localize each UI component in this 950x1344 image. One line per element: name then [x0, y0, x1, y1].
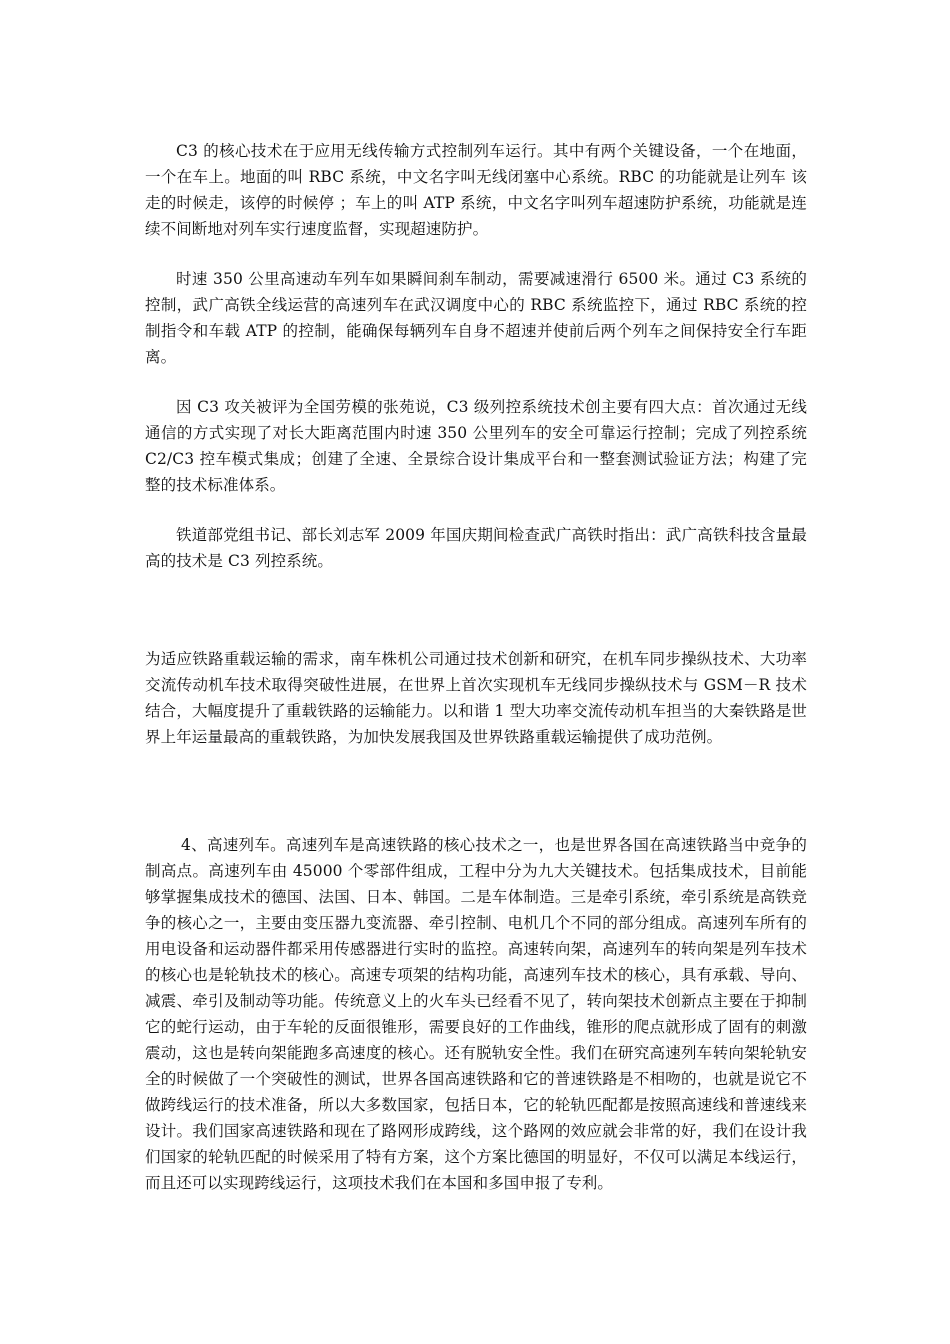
- section-gap: [145, 750, 807, 832]
- paragraph-innovations: 因 C3 攻关被评为全国劳模的张苑说，C3 级列控系统技术创主要有四大点：首次通过无线通信的方式实现了对长大距离范围内时速 350 公里列车的安全可靠运行控制；完成了列控系统 C2/C3 控车模式集成；创建了全速、全景综合设计集成平台和一整套测试验证方法；构建了完整的技术标准体系。: [145, 398, 807, 494]
- paragraph-gap: [145, 370, 807, 394]
- paragraph-gap: [145, 498, 807, 522]
- paragraph-gap: [145, 242, 807, 266]
- paragraph-braking: 时速 350 公里高速动车列车如果瞬间刹车制动，需要减速滑行 6500 米。通过 C3 系统的控制，武广高铁全线运营的高速列车在武汉调度中心的 RBC 系统监控下，通过 RBC 系统的控制指令和车载 ATP 的控制，能确保每辆列车自身不超速并使前后两个列车之间保持安全行车距离。: [145, 270, 807, 366]
- paragraph-c3-core: C3 的核心技术在于应用无线传输方式控制列车运行。其中有两个关键设备，一个在地面，一个在车上。地面的叫 RBC 系统，中文名字叫无线闭塞中心系统。RBC 的功能就是让列车 该走的时候走，该停的时候停 ；车上的叫 ATP 系统，中文名字叫列车超速防护系统，功能就是连续不间断地对列车实行速度监督，实现超速防护。: [145, 142, 807, 238]
- paragraph-high-speed-train: 4、高速列车。高速列车是高速铁路的核心技术之一，也是世界各国在高速铁路当中竞争的制高点。高速列车由 45000 个零部件组成，工程中分为九大关键技术。包括集成技术，目前能够掌握集成技术的德国、法国、日本、韩国。二是车体制造。三是牵引系统，牵引系统是高铁竞争的核心之一，主要由变压器九变流器、牵引控制、电机几个不同的部分组成。高速列车所有的用电设备和运动器件都采用传感器进行实时的监控。高速转向架，高速列车的转向架是列车技术的核心也是轮轨技术的核心。高速专项架的结构功能，高速列车技术的核心，具有承载、导向、减震、牵引及制动等功能。传统意义上的火车头已经看不见了，转向架技术创新点主要在于抑制它的蛇行运动，由于车轮的反面很锥形，需要良好的工作曲线，锥形的爬点就形成了固有的刺激震动，这也是转向架能跑多高速度的核心。还有脱轨安全性。我们在研究高速列车转向架轮轨安全的时候做了一个突破性的测试，世界各国高速铁路和它的普速铁路是不相吻的，也就是说它不做跨线运行的技术准备，所以大多数国家，包括日本，它的轮轨匹配都是按照高速线和普速线来设计。我们国家高速铁路和现在了路网形成跨线，这个路网的效应就会非常的好，我们在设计我们国家的轮轨匹配的时候采用了特有方案，这个方案比德国的明显好，不仅可以满足本线运行，而且还可以实现跨线运行，这项技术我们在本国和多国申报了专利。: [145, 836, 807, 1192]
- paragraph-heavy-haul: 为适应铁路重载运输的需求，南车株机公司通过技术创新和研究，在机车同步操纵技术、大功率交流传动机车技术取得突破性进展，在世界上首次实现机车无线同步操纵技术与 GSM－R 技术结合，大幅度提升了重载铁路的运输能力。以和谐 1 型大功率交流传动机车担当的大秦铁路是世界上年运量最高的重载铁路，为加快发展我国及世界铁路重载运输提供了成功范例。: [145, 650, 807, 746]
- document-page: [145, 138, 807, 1196]
- paragraph-minister: 铁道部党组书记、部长刘志军 2009 年国庆期间检查武广高铁时指出：武广高铁科技含量最高的技术是 C3 列控系统。: [145, 526, 807, 570]
- section-gap: [145, 574, 807, 646]
